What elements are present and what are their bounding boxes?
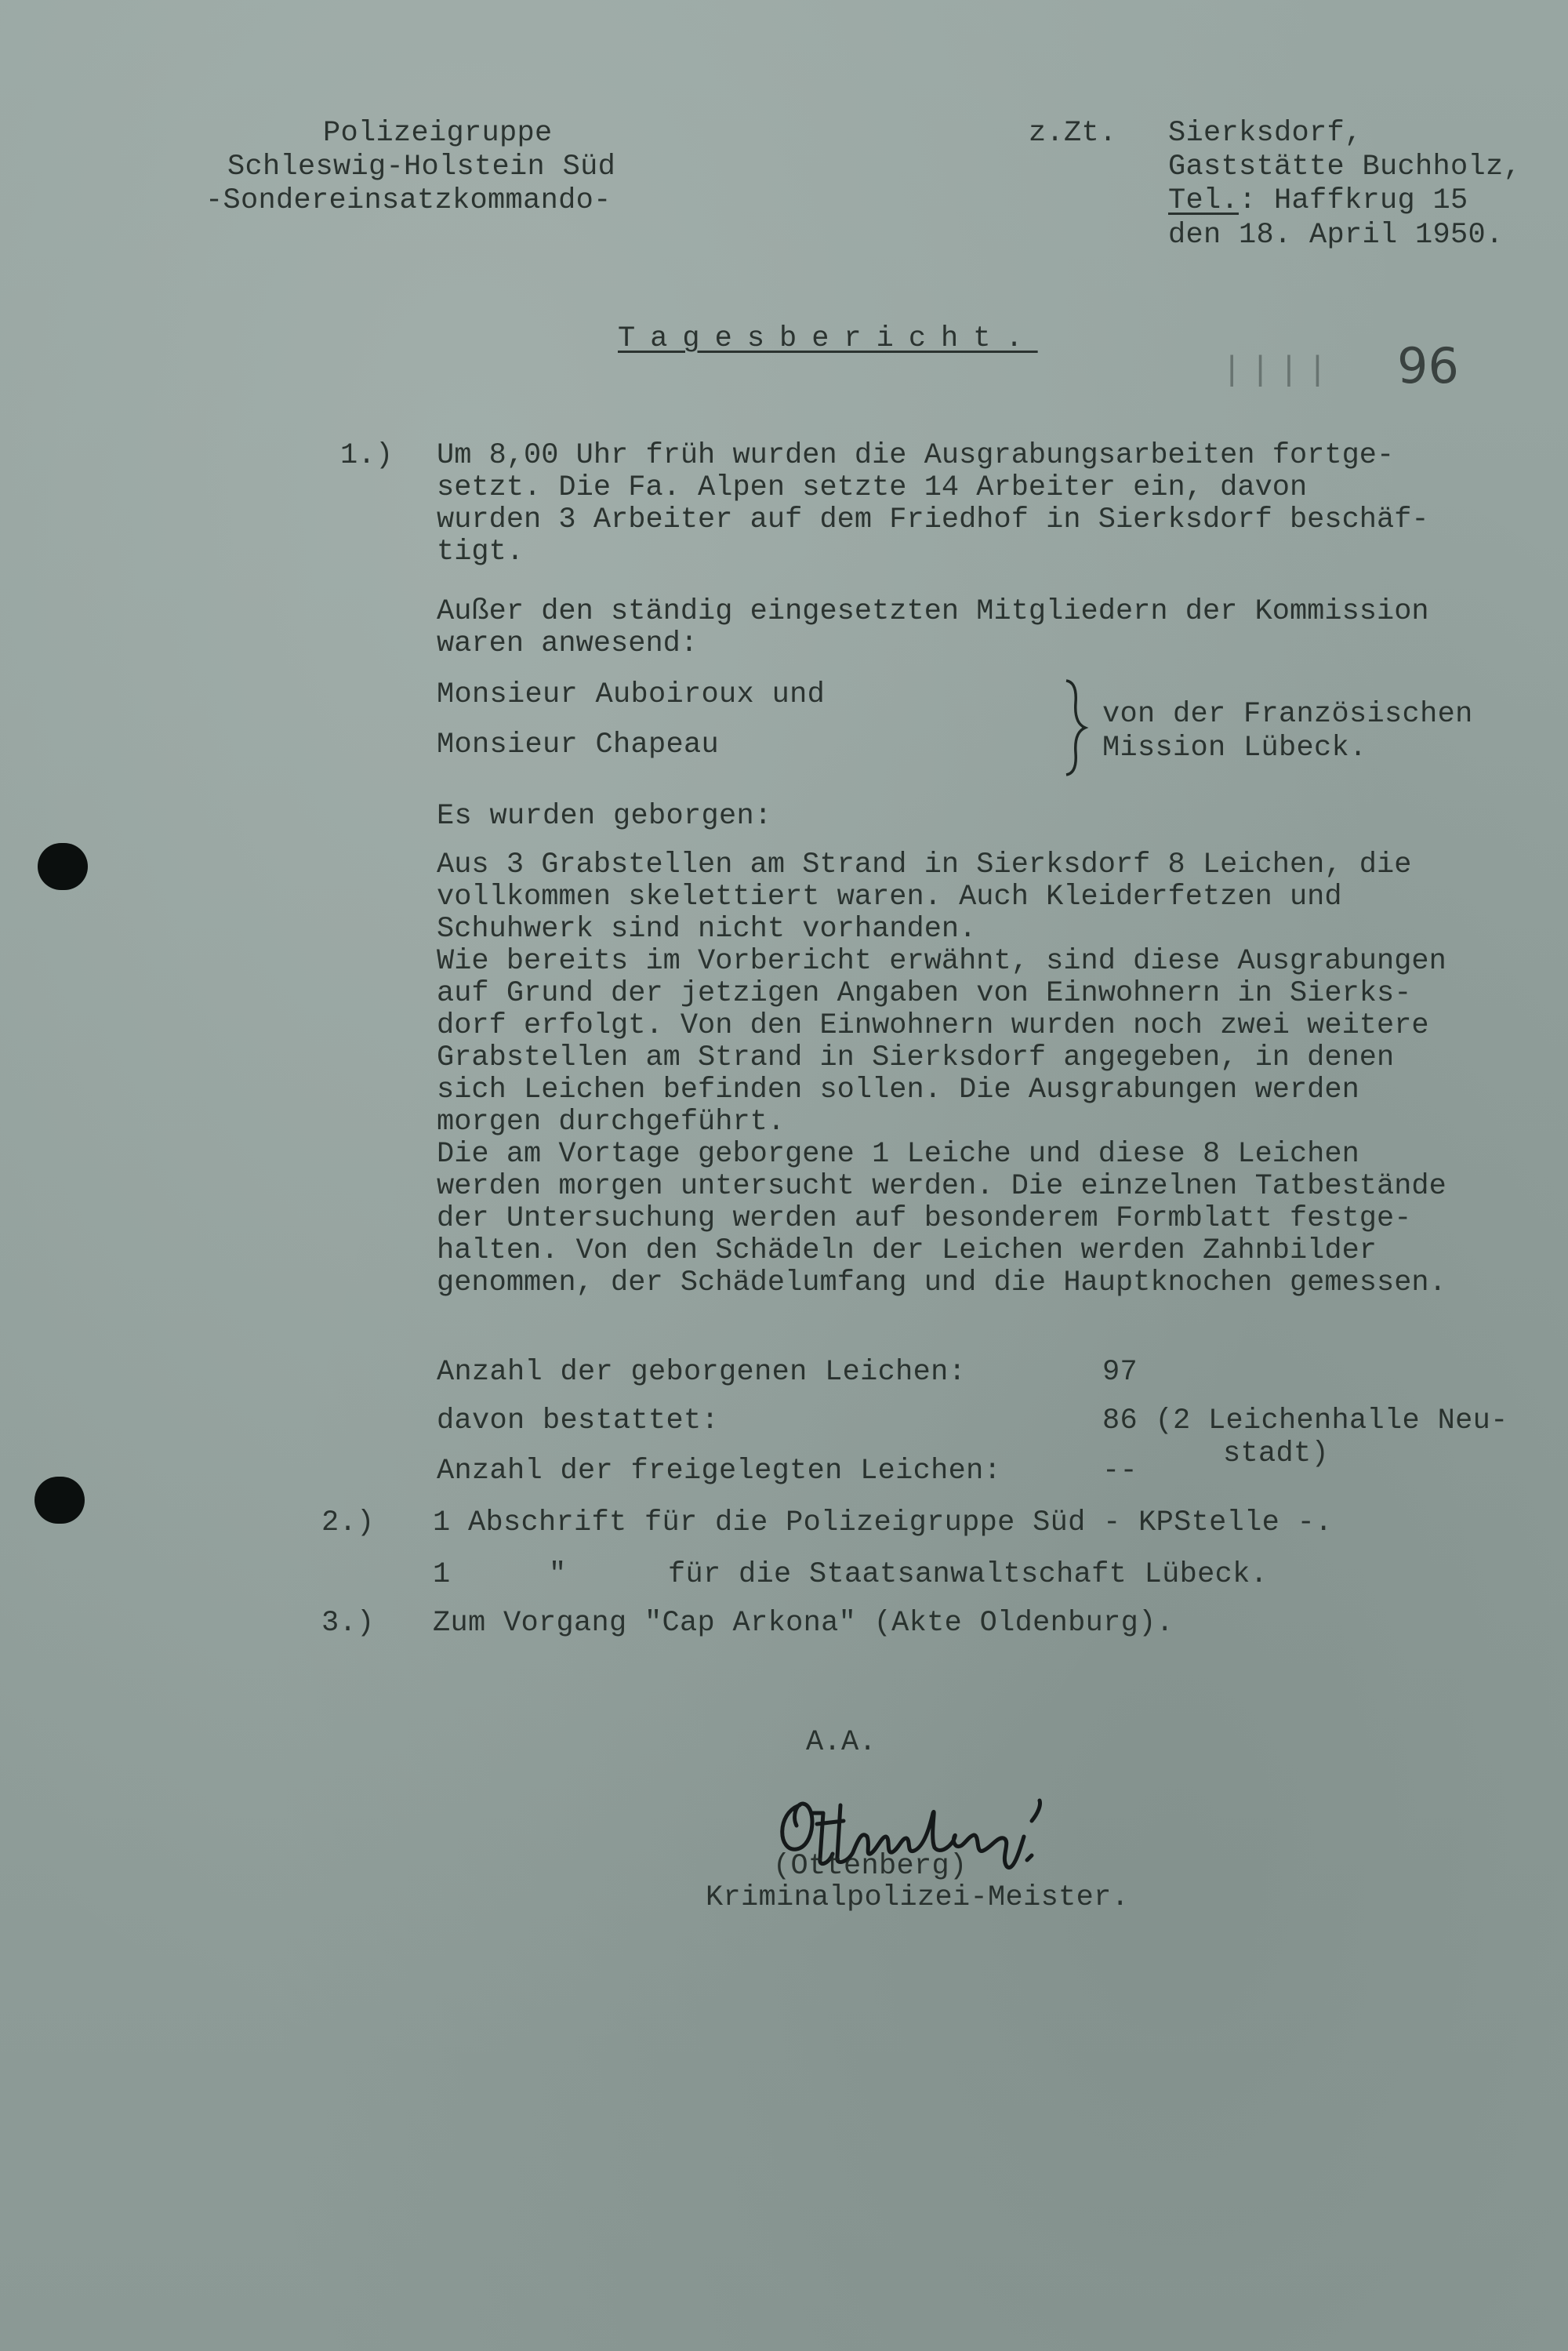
document-date: den 18. April 1950. xyxy=(1168,219,1504,252)
copy-line-2-count: 1 xyxy=(433,1558,451,1591)
text-line: tigt. xyxy=(437,536,524,569)
tel-value: : Haffkrug 15 xyxy=(1239,184,1468,217)
guest-1: Monsieur Auboiroux und xyxy=(437,678,826,711)
document-title: Tagesbericht. xyxy=(618,322,1038,355)
copy-line-1: 1 Abschrift für die Polizeigruppe Süd - KPStelle -. xyxy=(433,1506,1333,1539)
stat-value-exposed: -- xyxy=(1102,1455,1138,1488)
copy-line-2-ditto: " xyxy=(549,1558,567,1591)
stat-label-buried: davon bestattet: xyxy=(437,1404,720,1437)
text-line: wurden 3 Arbeiter auf dem Friedhof in Sierksdorf beschäf- xyxy=(437,503,1429,536)
text-line: genommen, der Schädelumfang und die Hauptknochen gemessen. xyxy=(437,1266,1446,1299)
telephone-line xyxy=(1168,185,1468,217)
text-line: Außer den ständig eingesetzten Mitgliedern der Kommission xyxy=(437,595,1429,628)
location-line-1: Sierksdorf, xyxy=(1168,117,1363,150)
zzt-label: z.Zt. xyxy=(1029,117,1117,150)
location-line-2: Gaststätte Buchholz, xyxy=(1168,151,1522,184)
text-line: sich Leichen befinden sollen. Die Ausgrabungen werden xyxy=(437,1074,1359,1106)
archive-stamp-number: 96 xyxy=(1397,337,1459,394)
stat-value-buried-cont: stadt) xyxy=(1223,1437,1330,1470)
item-2-number: 2.) xyxy=(321,1506,375,1539)
signature-aa: A.A. xyxy=(806,1726,877,1759)
text-line: werden morgen untersucht werden. Die einzelnen Tatbestände xyxy=(437,1170,1446,1203)
text-line: auf Grund der jetzigen Angaben von Einwohnern in Sierks- xyxy=(437,977,1412,1010)
stat-value-recovered: 97 xyxy=(1102,1356,1138,1389)
item-1-paragraph-2 xyxy=(437,596,1566,660)
stat-label-exposed: Anzahl der freigelegten Leichen: xyxy=(437,1455,1002,1488)
stamp-marks: |||| xyxy=(1221,351,1336,391)
item-3-text: Zum Vorgang "Cap Arkona" (Akte Oldenburg). xyxy=(433,1607,1174,1640)
text-line: Um 8,00 Uhr früh wurden die Ausgrabungsarbeiten fortge- xyxy=(437,439,1395,472)
text-line: setzt. Die Fa. Alpen setzte 14 Arbeiter ein, davon xyxy=(437,471,1308,504)
text-line: halten. Von den Schädeln der Leichen werden Zahnbilder xyxy=(437,1234,1377,1267)
tel-label: Tel. xyxy=(1168,184,1240,217)
guest-2: Monsieur Chapeau xyxy=(437,729,720,761)
text-line: Schuhwerk sind nicht vorhanden. xyxy=(437,913,977,946)
text-line: Die am Vortage geborgene 1 Leiche und diese 8 Leichen xyxy=(437,1138,1359,1171)
guests-organisation-line-1: von der Französischen xyxy=(1102,698,1473,731)
sender-line-3: -Sondereinsatzkommando- xyxy=(205,184,612,217)
punch-hole-bottom xyxy=(34,1477,85,1524)
item-1-number: 1.) xyxy=(340,439,394,472)
stat-label-recovered: Anzahl der geborgenen Leichen: xyxy=(437,1356,967,1389)
item-1-paragraph-1 xyxy=(437,440,1566,569)
text-line: waren anwesend: xyxy=(437,627,699,660)
text-line: morgen durchgeführt. xyxy=(437,1106,786,1139)
guests-organisation-line-2: Mission Lübeck. xyxy=(1102,732,1367,765)
text-line: der Untersuchung werden auf besonderem Formblatt festge- xyxy=(437,1202,1412,1235)
stat-value-buried: 86 (2 Leichenhalle Neu- xyxy=(1102,1404,1508,1437)
text-line: Aus 3 Grabstellen am Strand in Sierksdorf 8 Leichen, die xyxy=(437,848,1412,881)
signatory-name: (Ottenberg) xyxy=(773,1850,967,1883)
sender-line-1: Polizeigruppe xyxy=(323,117,553,150)
text-line: Grabstellen am Strand in Sierksdorf angegeben, in denen xyxy=(437,1041,1395,1074)
copy-line-2-text: für die Staatsanwaltschaft Lübeck. xyxy=(668,1558,1269,1591)
item-3-number: 3.) xyxy=(321,1607,375,1640)
recovered-heading: Es wurden geborgen: xyxy=(437,800,772,833)
sender-line-2: Schleswig-Holstein Süd xyxy=(227,151,616,184)
curly-brace-icon xyxy=(1060,679,1091,776)
punch-hole-top xyxy=(38,843,88,890)
text-line: vollkommen skelettiert waren. Auch Kleiderfetzen und xyxy=(437,881,1342,914)
text-line: dorf erfolgt. Von den Einwohnern wurden noch zwei weitere xyxy=(437,1009,1429,1042)
signatory-role: Kriminalpolizei-Meister. xyxy=(706,1881,1130,1914)
item-1-paragraph-3 xyxy=(437,849,1566,1299)
text-line: Wie bereits im Vorbericht erwähnt, sind diese Ausgrabungen xyxy=(437,945,1446,978)
